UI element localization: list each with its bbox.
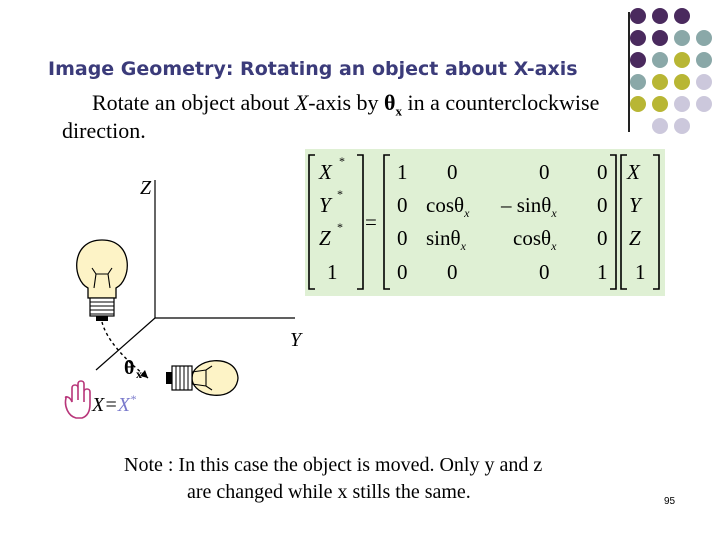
m10: 0 [397, 193, 408, 217]
decorative-dot [674, 52, 690, 68]
decorative-dot [652, 118, 668, 134]
decorative-dot [630, 8, 646, 24]
matrix-equation [305, 149, 665, 296]
decorative-dot-grid [630, 0, 720, 135]
decorative-dot [674, 96, 690, 112]
note-line2: are changed while x stills the same. [187, 481, 471, 503]
decorative-dot [652, 96, 668, 112]
m03: 0 [597, 160, 608, 184]
lhs-one: 1 [327, 260, 338, 284]
m31: 0 [447, 260, 458, 284]
body-text-line1: Rotate an object about X-axis by $\theta_x$ in a counterclockwise [92, 90, 600, 119]
hand-pointer-icon [65, 381, 90, 418]
decorative-divider [628, 12, 630, 132]
decorative-dot [652, 8, 668, 24]
m21: sinθ$_x$ [426, 226, 466, 253]
note-text [124, 452, 542, 506]
decorative-dot [652, 30, 668, 46]
m01: 0 [447, 160, 458, 184]
x-axis-label: X=X* [92, 392, 136, 416]
decorative-dot [696, 52, 712, 68]
decorative-dot [630, 74, 646, 90]
m00: 1 [397, 160, 408, 184]
rhs-z: Z [629, 226, 641, 250]
decorative-dot [652, 52, 668, 68]
m20: 0 [397, 226, 408, 250]
page-number: 95 [664, 496, 676, 507]
rhs-y: Y [629, 193, 641, 217]
note-line1: Note : In this case the object is moved. Only y and z [124, 454, 543, 476]
decorative-dot [696, 74, 712, 90]
decorative-dot [630, 30, 646, 46]
m11: cosθ$_x$ [426, 193, 470, 220]
decorative-dot [652, 74, 668, 90]
angle-label-sub: x [136, 367, 142, 381]
m02: 0 [539, 160, 550, 184]
lhs-y-star: * [337, 187, 343, 201]
equals-sign: = [365, 210, 377, 234]
slide-title: Image Geometry: Rotating an object about X-axis [48, 58, 578, 80]
decorative-dot [630, 96, 646, 112]
decorative-dot [674, 8, 690, 24]
m12: – sinθ$_x$ [501, 193, 557, 220]
m33: 1 [597, 260, 608, 284]
decorative-dot [674, 118, 690, 134]
rhs-x: X [627, 160, 640, 184]
z-axis-label: Z [140, 177, 152, 199]
y-axis-label: Y [290, 329, 302, 351]
m23: 0 [597, 226, 608, 250]
lhs-z-star: * [337, 220, 343, 234]
decorative-dot [696, 30, 712, 46]
bulb-upright-icon [77, 240, 128, 321]
lhs-y: Y [319, 193, 331, 217]
m13: 0 [597, 193, 608, 217]
m30: 0 [397, 260, 408, 284]
m22: cosθ$_x$ [513, 226, 557, 253]
body-text-line2: direction. [62, 118, 146, 143]
rotation-matrix [305, 149, 665, 296]
decorative-dot [674, 30, 690, 46]
lhs-x-star: * [339, 154, 345, 168]
decorative-dot [630, 52, 646, 68]
lhs-z: Z [319, 226, 331, 250]
rhs-one: 1 [635, 260, 646, 284]
m32: 0 [539, 260, 550, 284]
angle-label: θ [124, 357, 135, 379]
lhs-x: X [319, 160, 332, 184]
decorative-dot [696, 96, 712, 112]
bulb-rotated-icon [166, 361, 238, 396]
decorative-dot [674, 74, 690, 90]
rotation-diagram [60, 170, 320, 420]
